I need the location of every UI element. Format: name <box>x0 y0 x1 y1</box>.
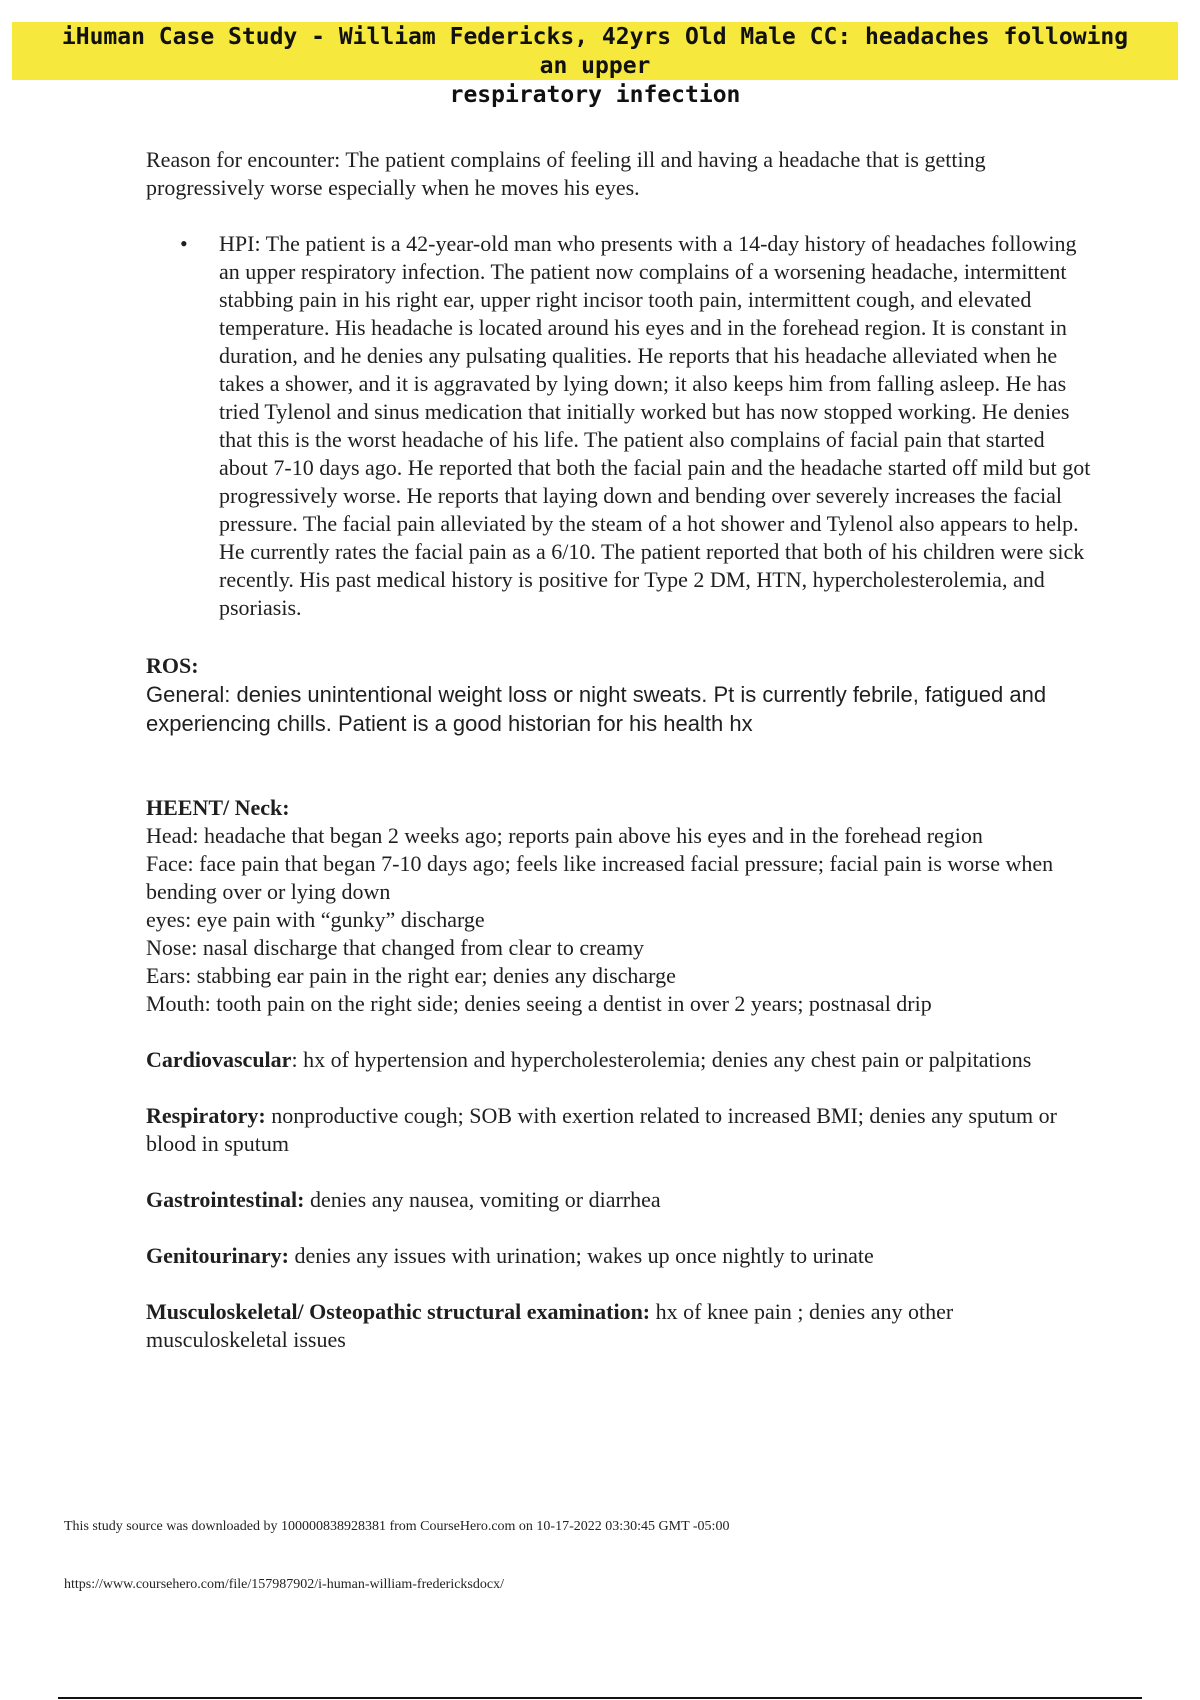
musculoskeletal-section <box>146 1298 1096 1354</box>
genitourinary-section <box>146 1242 1096 1270</box>
hpi-list-item <box>146 230 1096 622</box>
document-title-banner <box>12 22 1178 108</box>
ros-heading: ROS: <box>146 653 199 678</box>
respiratory-label: Respiratory: <box>146 1103 266 1128</box>
respiratory-section <box>146 1102 1096 1158</box>
heent-heading: HEENT/ Neck: <box>146 795 290 820</box>
download-source-note: This study source was downloaded by 100000838928381 from CourseHero.com on 10-17-2022 03:30:45 GMT -05:00 <box>64 1519 730 1534</box>
cardiovascular-label: Cardiovascular <box>146 1047 292 1072</box>
title-line-1: iHuman Case Study - William Federicks, 42yrs Old Male CC: headaches following an upper <box>61 24 1129 79</box>
source-url-link[interactable]: https://www.coursehero.com/file/157987902/i-human-william-fredericksdocx/ <box>64 1577 504 1592</box>
gastrointestinal-text: denies any nausea, vomiting or diarrhea <box>304 1187 661 1212</box>
genitourinary-label: Genitourinary: <box>146 1243 289 1268</box>
heent-mouth: Mouth: tooth pain on the right side; denies seeing a dentist in over 2 years; postnasal drip <box>146 991 932 1016</box>
gastrointestinal-label: Gastrointestinal: <box>146 1187 305 1212</box>
title-line-2: respiratory infection <box>449 82 741 108</box>
musculoskeletal-text: hx of knee pain ; denies any other musculoskeletal issues <box>146 1299 954 1352</box>
hpi-text: HPI: The patient is a 42-year-old man who presents with a 14-day history of headaches following an upper respiratory infection. The patient now complains of a worsening headache, intermittent stabbing pain in his right ear, upper right incisor tooth pain, intermittent cough, and elevated temperature. His headache is located around his eyes and in the forehead region. It is constant in duration, and he denies any pulsating qualities. He reports that his headache alleviated when he takes a shower, and it is aggravated by lying down; it also keeps him from falling asleep. He has tried Tylenol and sinus medication that initially worked but has now stopped working. He denies that this is the worst headache of his life. The patient also complains of facial pain that started about 7-10 days ago. He reported that both the facial pain and the headache started off mild but got progressively worse. He reports that laying down and bending over severely increases the facial pressure. The facial pain alleviated by the steam of a hot shower and Tylenol also appears to help. He currently rates the facial pain as a 6/10. The patient reported that both of his children were sick recently. His past medical history is positive for Type 2 DM, HTN, hypercholesterolemia, and psoriasis. <box>219 231 1091 620</box>
cardiovascular-text: : hx of hypertension and hypercholesterolemia; denies any chest pain or palpitations <box>291 1047 1032 1072</box>
heent-face: Face: face pain that began 7-10 days ago; feels like increased facial pressure; facial pain is worse when bending over or lying down <box>146 851 1054 904</box>
cardiovascular-section <box>146 1046 1096 1074</box>
reason-for-encounter: Reason for encounter: The patient complains of feeling ill and having a headache that is getting progressively worse especially when he moves his eyes. <box>146 147 986 200</box>
bottom-divider <box>58 1697 1142 1699</box>
heent-ears: Ears: stabbing ear pain in the right ear; denies any discharge <box>146 963 676 988</box>
bullet-icon: • <box>180 231 188 256</box>
document-body <box>146 146 1096 1354</box>
musculoskeletal-label: Musculoskeletal/ Osteopathic structural examination: <box>146 1299 651 1324</box>
heent-nose: Nose: nasal discharge that changed from clear to creamy <box>146 935 645 960</box>
respiratory-text: nonproductive cough; SOB with exertion related to increased BMI; denies any sputum or blood in sputum <box>146 1103 1057 1156</box>
genitourinary-text: denies any issues with urination; wakes up once nightly to urinate <box>289 1243 874 1268</box>
heent-head: Head: headache that began 2 weeks ago; reports pain above his eyes and in the forehead region <box>146 823 983 848</box>
ros-general: General: denies unintentional weight loss or night sweats. Pt is currently febrile, fatigued and experiencing chills. Patient is a good historian for his health hx <box>146 682 1047 736</box>
heent-eyes: eyes: eye pain with “gunky” discharge <box>146 907 485 932</box>
gastrointestinal-section <box>146 1186 1096 1214</box>
